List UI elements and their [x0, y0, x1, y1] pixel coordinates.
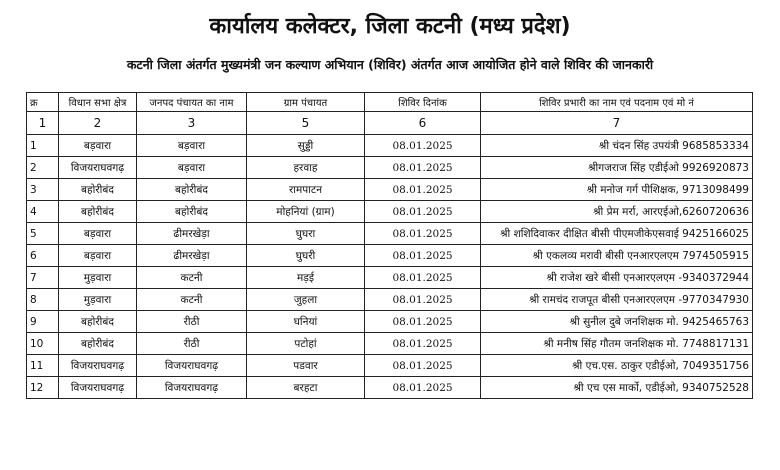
cell-vidhan-sabha: बहोरीबंद [59, 311, 137, 333]
camp-table [26, 92, 753, 399]
cell-gram-panchayat: सुड्डी [247, 135, 365, 157]
cell-vidhan-sabha: मुड़वारा [59, 267, 137, 289]
cell-vidhan-sabha: बड़वारा [59, 135, 137, 157]
cell-date: 08.01.2025 [365, 267, 481, 289]
cell-prabhari: श्री चंदन सिंह उपयंत्री 9685853334 [481, 135, 753, 157]
header-prabhari: शिविर प्रभारी का नाम एवं पदनाम एवं मो नं [481, 93, 753, 112]
table-row [27, 267, 753, 289]
cell-janpad: कटनी [137, 267, 247, 289]
cell-serial: 4 [27, 201, 59, 223]
cell-janpad: रीठी [137, 333, 247, 355]
table-row [27, 377, 753, 399]
column-number-row [27, 112, 753, 135]
cell-date: 08.01.2025 [365, 179, 481, 201]
header-janpad: जनपद पंचायत का नाम [137, 93, 247, 112]
column-number: 1 [27, 112, 59, 135]
cell-prabhari: श्री मनीष सिंह गौतम जनशिक्षक मो. 7748817131 [481, 333, 753, 355]
cell-vidhan-sabha: बड़वारा [59, 223, 137, 245]
cell-prabhari: श्री रामचंद राजपूत बीसी एनआरएलएम -9770347930 [481, 289, 753, 311]
cell-janpad: बहोरीबंद [137, 179, 247, 201]
cell-date: 08.01.2025 [365, 355, 481, 377]
table-row [27, 355, 753, 377]
header-serial: क्र [27, 93, 59, 112]
cell-date: 08.01.2025 [365, 311, 481, 333]
cell-serial: 2 [27, 157, 59, 179]
cell-prabhari: श्री राजेश खरे बीसी एनआरएलएम -9340372944 [481, 267, 753, 289]
cell-vidhan-sabha: बड़वारा [59, 245, 137, 267]
cell-janpad: बड़वारा [137, 135, 247, 157]
table-row [27, 245, 753, 267]
cell-prabhari: श्री मनोज गर्ग पीशिक्षक, 9713098499 [481, 179, 753, 201]
cell-vidhan-sabha: बहोरीबंद [59, 333, 137, 355]
cell-date: 08.01.2025 [365, 377, 481, 399]
cell-serial: 11 [27, 355, 59, 377]
column-number: 2 [59, 112, 137, 135]
cell-serial: 1 [27, 135, 59, 157]
cell-date: 08.01.2025 [365, 223, 481, 245]
cell-janpad: कटनी [137, 289, 247, 311]
cell-vidhan-sabha: बहोरीबंद [59, 201, 137, 223]
cell-vidhan-sabha: विजयराघवगढ़ [59, 355, 137, 377]
cell-gram-panchayat: जुहला [247, 289, 365, 311]
column-number: 6 [365, 112, 481, 135]
cell-date: 08.01.2025 [365, 157, 481, 179]
table-row [27, 135, 753, 157]
cell-serial: 12 [27, 377, 59, 399]
cell-prabhari: श्री शशिदिवाकर दीक्षित बीसी पीएमजीकेएसवाई 9425166025 [481, 223, 753, 245]
cell-date: 08.01.2025 [365, 135, 481, 157]
cell-vidhan-sabha: विजयराघवगढ़ [59, 157, 137, 179]
header-date: शिविर दिनांक [365, 93, 481, 112]
cell-gram-panchayat: पडवार [247, 355, 365, 377]
header-vidhan-sabha: विधान सभा क्षेत्र [59, 93, 137, 112]
page-title: कार्यालय कलेक्टर, जिला कटनी (मध्य प्रदेश) [209, 14, 571, 39]
cell-serial: 7 [27, 267, 59, 289]
cell-gram-panchayat: मोहनियां (ग्राम) [247, 201, 365, 223]
cell-date: 08.01.2025 [365, 289, 481, 311]
table-body [27, 135, 753, 399]
cell-gram-panchayat: हरवाह [247, 157, 365, 179]
column-number: 3 [137, 112, 247, 135]
table-row [27, 201, 753, 223]
cell-serial: 3 [27, 179, 59, 201]
cell-date: 08.01.2025 [365, 333, 481, 355]
cell-prabhari: श्रीगजराज सिंह एडीईओ 9926920873 [481, 157, 753, 179]
cell-gram-panchayat: बरहटा [247, 377, 365, 399]
cell-janpad: विजयराघवगढ़ [137, 355, 247, 377]
cell-serial: 9 [27, 311, 59, 333]
cell-gram-panchayat: घुघरी [247, 245, 365, 267]
table-row [27, 157, 753, 179]
table-row [27, 179, 753, 201]
cell-date: 08.01.2025 [365, 245, 481, 267]
page-subtitle: कटनी जिला अंतर्गत मुख्यमंत्री जन कल्याण अभियान (शिविर) अंतर्गत आज आयोजित होने वाले शिविर की जानकारी [126, 57, 654, 72]
cell-serial: 5 [27, 223, 59, 245]
cell-janpad: ढीमरखेड़ा [137, 245, 247, 267]
column-number: 5 [247, 112, 365, 135]
cell-vidhan-sabha: विजयराघवगढ़ [59, 377, 137, 399]
header-gram-panchayat: ग्राम पंचायत [247, 93, 365, 112]
table-header-row [27, 93, 753, 112]
cell-gram-panchayat: घनियां [247, 311, 365, 333]
table-row [27, 311, 753, 333]
cell-prabhari: श्री सुनील दुबे जनशिक्षक मो. 9425465763 [481, 311, 753, 333]
column-number: 7 [481, 112, 753, 135]
cell-janpad: बहोरीबंद [137, 201, 247, 223]
table-row [27, 333, 753, 355]
cell-prabhari: श्री एच.एस. ठाकुर एडीईओ, 7049351756 [481, 355, 753, 377]
cell-janpad: ढीमरखेड़ा [137, 223, 247, 245]
cell-gram-panchayat: मड़ई [247, 267, 365, 289]
cell-vidhan-sabha: बहोरीबंद [59, 179, 137, 201]
cell-vidhan-sabha: मुड़वारा [59, 289, 137, 311]
cell-date: 08.01.2025 [365, 201, 481, 223]
cell-gram-panchayat: पटोहां [247, 333, 365, 355]
cell-janpad: बड़वारा [137, 157, 247, 179]
cell-serial: 10 [27, 333, 59, 355]
table-row [27, 289, 753, 311]
cell-prabhari: श्री प्रेम मर्रा, आरएईओ,6260720636 [481, 201, 753, 223]
cell-janpad: रीठी [137, 311, 247, 333]
cell-prabhari: श्री एकलव्य मरावी बीसी एनआरएलएम 7974505915 [481, 245, 753, 267]
cell-prabhari: श्री एच एस मार्को, एडीईओ, 9340752528 [481, 377, 753, 399]
cell-serial: 8 [27, 289, 59, 311]
cell-gram-panchayat: रामपाटन [247, 179, 365, 201]
cell-gram-panchayat: घुघरा [247, 223, 365, 245]
cell-janpad: विजयराघवगढ़ [137, 377, 247, 399]
cell-serial: 6 [27, 245, 59, 267]
table-row [27, 223, 753, 245]
